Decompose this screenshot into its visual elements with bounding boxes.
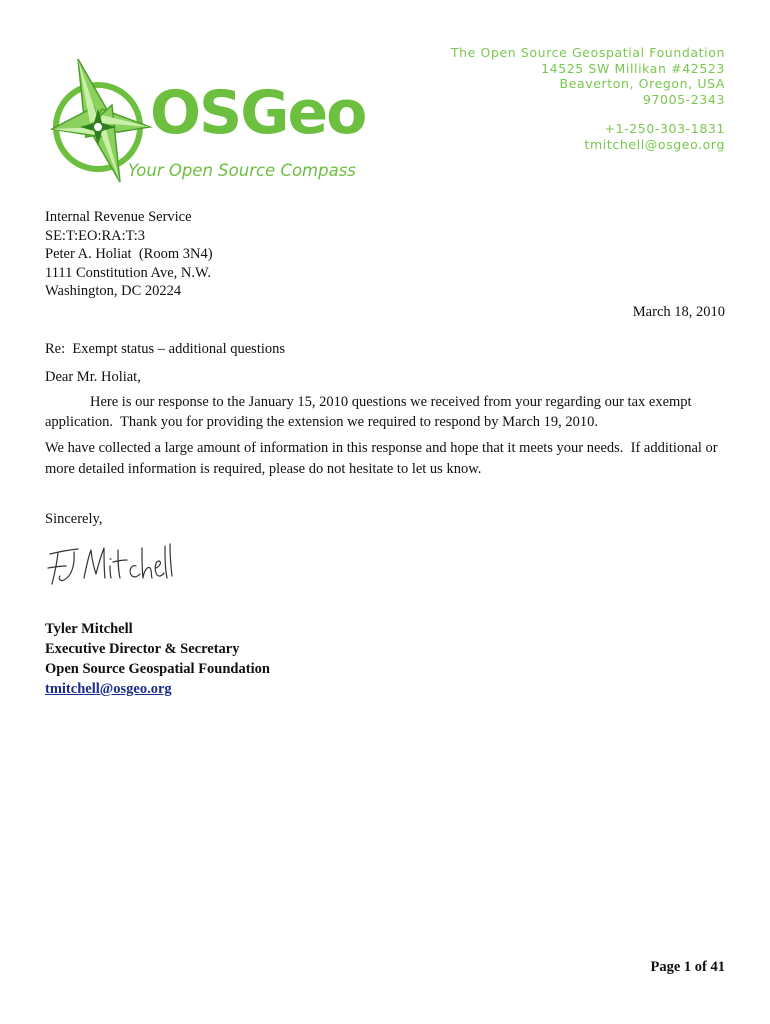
org-name: The Open Source Geospatial Foundation xyxy=(450,45,725,60)
org-phone: +1-250-303-1831 xyxy=(604,121,725,136)
page-number: Page 1 of 41 xyxy=(650,959,725,975)
logo-wordmark: OSGeo xyxy=(150,78,366,148)
spacer xyxy=(451,107,725,121)
signature-block xyxy=(45,619,270,699)
org-zip: 97005-2343 xyxy=(642,91,725,107)
recipient-line: Internal Revenue Service xyxy=(45,209,192,225)
osgeo-logo xyxy=(50,57,366,187)
body-paragraph-2: We have collected a large amount of information in this response and hope that it meets your needs. If additional or more detailed information is required, please do not hesitate to let us know. xyxy=(45,440,722,477)
org-street: 14525 SW Millikan #42523 xyxy=(541,60,725,76)
logo-tagline: Your Open Source Compass xyxy=(128,161,356,180)
letter-date: March 18, 2010 xyxy=(632,304,725,320)
signer-name: Tyler Mitchell xyxy=(45,621,133,637)
salutation: Dear Mr. Holiat, xyxy=(45,369,141,385)
recipient-line: Peter A. Holiat (Room 3N4) xyxy=(45,246,213,262)
org-city: Beaverton, Oregon, USA xyxy=(559,76,725,91)
recipient-line: SE:T:EO:RA:T:3 xyxy=(45,227,146,244)
recipient-line: Washington, DC 20224 xyxy=(45,283,182,299)
signer-title: Executive Director & Secretary xyxy=(45,641,240,657)
handwritten-signature xyxy=(44,540,174,590)
letterhead-contact xyxy=(451,45,725,152)
recipient-line: 1111 Constitution Ave, N.W. xyxy=(45,264,211,281)
subject-line: Re: Exempt status – additional questions xyxy=(45,341,286,357)
closing: Sincerely, xyxy=(45,511,103,527)
recipient-address xyxy=(45,208,213,301)
body-paragraph-1: Here is our response to the January 15, 2010 questions we received from your regarding our tax exempt application. Thank you for providing the extension we required to respond by March 19, 2010. xyxy=(45,394,696,430)
signer-organization: Open Source Geospatial Foundation xyxy=(45,661,270,677)
signer-email-link[interactable]: tmitchell@osgeo.org xyxy=(45,681,172,697)
org-email: tmitchell@osgeo.org xyxy=(584,136,725,152)
